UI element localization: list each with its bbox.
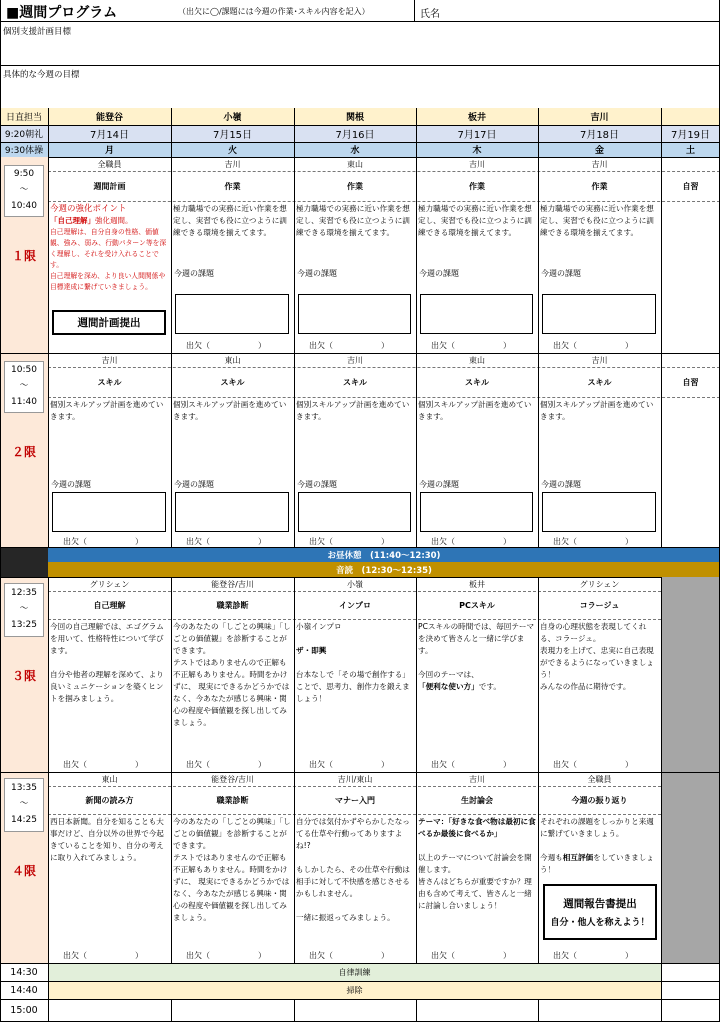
p3-staff-fri: グリシェン — [579, 579, 620, 589]
p3-staff-wed: 小嶺 — [347, 579, 363, 589]
p1-title-wed: 作業 — [347, 181, 363, 191]
p4-title-thu: 生討論会 — [461, 795, 493, 805]
footer-jiritsu-bar: 自律訓練 — [48, 964, 661, 981]
footer-time-1440: 14:40 — [10, 984, 38, 996]
p2-title-tue: スキル — [220, 377, 245, 387]
period-3-time: 12:35 ～ 13:25 ３限 — [0, 577, 48, 772]
header-note: （出欠に◯/課題には今週の作業･スキル内容を記入） — [178, 7, 370, 16]
page-title: ■週間プログラム — [6, 5, 118, 21]
footer-time-1430: 14:30 — [10, 966, 38, 978]
p3-title-thu: PCスキル — [459, 600, 495, 610]
p3-title-fri: コラージュ — [579, 600, 620, 610]
weekly-goal-field[interactable] — [3, 80, 713, 107]
p2-staff-tue: 東山 — [224, 355, 241, 365]
break-time-cell — [0, 547, 48, 577]
footer-time-1500: 15:00 — [10, 1004, 38, 1016]
p4-wed-content: 自分では気付かずやらかしたなってる仕草や行動ってありますよね!? もしかしたら、その仕草や行動は相手に対して不快感を感じさせるかもしれません。 一緒に振返ってみましょう。 — [296, 817, 410, 922]
p1-staff-thu: 吉川 — [469, 159, 485, 169]
p4-staff-mon: 東山 — [101, 774, 118, 784]
p2-fri-kadai-label: 今週の課題 — [541, 480, 581, 489]
p3-mon-content: 今回の自己理解では、エゴグラムを用いて、性格特性について学びます。 自分や他者の理解を深めて、より良いミュニケーションを築くヒントを掴みましょう。 — [50, 622, 164, 703]
name-label: 氏名 — [420, 9, 440, 20]
p2-title-wed: スキル — [343, 377, 367, 387]
p1-thu-desc: 極力職場での実務に近い作業を想定し、実習でも役に立つように訓練できる環境を揃えてます。 — [418, 204, 532, 237]
p2-fri-attendance[interactable]: 出欠（ ） — [553, 537, 633, 546]
p1-staff-mon: 全職員 — [97, 159, 122, 169]
period-1-label: １限 — [11, 249, 36, 263]
period-1-time: 9:50 ～ 10:40 １限 — [0, 157, 48, 353]
p1-title-thu: 作業 — [469, 181, 485, 191]
footer-souji-bar: 掃除 — [48, 982, 661, 999]
p3-staff-mon: グリシェン — [89, 579, 130, 589]
p2-wed-kadai-label: 今週の課題 — [297, 480, 337, 489]
p1-title-mon: 週間計画 — [93, 181, 126, 191]
lunch-break-bar: お昼休憩 (11:40～12:30) — [48, 547, 720, 562]
p2-thu-desc: 個別スキルアップ計画を進めていきます。 — [418, 400, 532, 421]
p4-tue-content: 今のあなたの「しごとの興味」「しごとの価値観」を診断することができます。 テストではありませんので正解も不正解もありません。時間をかけずに、 現実にできるかどうかではなく、今あなたが感じる興味・関心の程度や価値観を探し出してみましょう。 — [173, 817, 291, 922]
p2-title-thu: スキル — [465, 377, 489, 387]
p1-staff-tue: 吉川 — [224, 159, 241, 169]
p2-wed-kadai-field[interactable] — [298, 492, 411, 532]
p4-title-tue: 職業診断 — [216, 795, 249, 805]
p3-tue-attendance[interactable]: 出欠（ ） — [186, 760, 266, 769]
p2-staff-fri: 吉川 — [591, 355, 608, 365]
p4-mon-attendance[interactable]: 出欠（ ） — [63, 951, 143, 960]
p1-tue-desc: 極力職場での実務に近い作業を想定し、実習でも役に立つように訓練できる環境を揃えてます。 — [173, 204, 287, 237]
p4-staff-fri: 全職員 — [587, 774, 612, 784]
p4-staff-thu: 吉川 — [469, 774, 485, 784]
p2-thu-kadai-field[interactable] — [420, 492, 533, 532]
p4-staff-wed: 吉川/東山 — [337, 774, 373, 784]
weekly-plan-submit-button[interactable]: 週間計画提出 — [52, 310, 166, 335]
chorei-label: 9:20朝礼 — [4, 130, 44, 140]
p1-title-fri: 作業 — [591, 181, 608, 191]
dow-tue: 火 — [227, 146, 237, 156]
p3-thu-attendance[interactable]: 出欠（ ） — [431, 760, 511, 769]
dow-wed: 水 — [350, 146, 360, 156]
p2-staff-wed: 吉川 — [347, 355, 363, 365]
p3-title-mon: 自己理解 — [93, 600, 126, 610]
p1-fri-desc: 極力職場での実務に近い作業を想定し、実習でも役に立つように訓練できる環境を揃えてます。 — [540, 204, 654, 237]
p4-title-fri: 今週の振り返り — [571, 795, 628, 805]
p2-title-fri: スキル — [587, 377, 612, 387]
p2-staff-thu: 東山 — [469, 355, 485, 365]
p1-title-tue: 作業 — [224, 181, 241, 191]
p1-tue-attendance[interactable]: 出欠（ ） — [186, 341, 266, 350]
period-2-label: ２限 — [11, 445, 36, 459]
p2-title-sat: 自習 — [682, 377, 699, 387]
nichoku-wed: 関根 — [345, 113, 364, 123]
p1-title-sat: 自習 — [682, 181, 699, 191]
p2-title-mon: スキル — [97, 377, 122, 387]
p1-wed-kadai-field[interactable] — [298, 294, 411, 334]
dow-mon: 月 — [104, 146, 114, 156]
p3-wed-attendance[interactable]: 出欠（ ） — [309, 760, 389, 769]
dow-thu: 木 — [472, 146, 482, 156]
p3-title-wed: インプロ — [339, 600, 371, 610]
p1-wed-kadai-label: 今週の課題 — [297, 269, 337, 278]
p1-thu-attendance[interactable]: 出欠（ ） — [431, 341, 511, 350]
p2-mon-kadai-label: 今週の課題 — [51, 480, 91, 489]
period-4-label: ４限 — [11, 864, 36, 878]
p2-mon-attendance[interactable]: 出欠（ ） — [63, 537, 143, 546]
p4-title-mon: 新聞の読み方 — [85, 795, 134, 805]
p1-wed-attendance[interactable]: 出欠（ ） — [309, 341, 389, 350]
p2-fri-kadai-field[interactable] — [542, 492, 656, 532]
date-sat: 7月19日 — [670, 130, 711, 141]
date-mon: 7月14日 — [89, 130, 130, 141]
p4-thu-content: テーマ：「好きな食べ物は最初に食べるか最後に食べるか」 以上のテーマについて討論会を開催します。 皆さんはどちらが重要ですか？理由も含めて考えて、皆さんと一緒に討論し合いましょう！ — [418, 817, 536, 910]
period-2-time: 10:50 ～ 11:40 ２限 — [0, 353, 48, 547]
weekly-goal-label: 具体的な今週の目標 — [3, 70, 80, 80]
p1-staff-wed: 東山 — [347, 159, 363, 169]
p1-tue-kadai-label: 今週の課題 — [174, 269, 214, 278]
period-3-label: ３限 — [11, 669, 36, 683]
p1-wed-desc: 極力職場での実務に近い作業を想定し、実習でも役に立つように訓練できる環境を揃えてます。 — [296, 204, 410, 237]
dow-sat: 土 — [685, 146, 695, 156]
p4-fri-attendance[interactable]: 出欠（ ） — [553, 951, 633, 960]
p2-mon-desc: 個別スキルアップ計画を進めていきます。 — [50, 400, 164, 421]
date-thu: 7月17日 — [457, 130, 497, 141]
p1-fri-kadai-field[interactable] — [542, 294, 656, 334]
p4-tue-attendance[interactable]: 出欠（ ） — [186, 951, 266, 960]
p3-staff-tue: 能登谷/吉川 — [211, 579, 254, 589]
p4-mon-content: 西日本新聞。自分を知ることも大事だけど、自分以外の世界で今起きていることを知り、自分の考えに取り入れてみましょう。 — [50, 817, 164, 862]
p1-thu-kadai-field[interactable] — [420, 294, 533, 334]
p2-tue-kadai-field[interactable] — [175, 492, 289, 532]
p2-fri-desc: 個別スキルアップ計画を進めていきます。 — [540, 400, 654, 421]
date-fri: 7月18日 — [579, 130, 620, 141]
p2-thu-attendance[interactable]: 出欠（ ） — [431, 537, 511, 546]
p2-wed-desc: 個別スキルアップ計画を進めていきます。 — [296, 400, 410, 421]
p3-fri-attendance[interactable]: 出欠（ ） — [553, 760, 633, 769]
p1-tue-kadai-field[interactable] — [175, 294, 289, 334]
p2-tue-desc: 個別スキルアップ計画を進めていきます。 — [173, 400, 287, 421]
p4-fri-content: それぞれの課題をしっかりと来週に繋げていきましょう。 今週も相互評価をしていきましょう！ — [540, 817, 654, 874]
p1-staff-fri: 吉川 — [591, 159, 608, 169]
nichoku-mon: 能登谷 — [95, 113, 123, 123]
date-wed: 7月16日 — [335, 130, 375, 141]
p1-mon-content: 今週の強化ポイント 「自己理解」強化週間。 自己理解は、自分自身の性格、価値観、強み、弱み、行動パターン等を深く理解し、それを受け入れることです。 自己理解を深め、より良い人間関係や目標達成に繋げていきましょう。 — [50, 204, 167, 291]
name-field[interactable] — [460, 4, 715, 20]
p4-thu-attendance[interactable]: 出欠（ ） — [431, 951, 511, 960]
p4-title-wed: マナー入門 — [335, 795, 375, 805]
nichoku-fri: 吉川 — [590, 113, 609, 123]
p2-wed-attendance[interactable]: 出欠（ ） — [309, 537, 389, 546]
p3-thu-content: PCスキルの時間では、毎回テーマを決めて皆さんと一緒に学びます。 今回のテーマは、 「便利な使い方」です。 — [418, 622, 535, 691]
ondoku-bar: 音読 (12:30～12:35) — [48, 562, 720, 577]
period-4-time: 13:35 ～ 14:25 ４限 — [0, 772, 48, 963]
nichoku-label: 日直担当 — [5, 113, 42, 123]
individual-goal-field[interactable] — [3, 37, 713, 64]
p1-fri-kadai-label: 今週の課題 — [541, 269, 581, 278]
date-tue: 7月15日 — [212, 130, 253, 141]
p2-thu-kadai-label: 今週の課題 — [419, 480, 459, 489]
p4-wed-attendance[interactable]: 出欠（ ） — [309, 951, 389, 960]
dow-fri: 金 — [594, 146, 604, 156]
p2-tue-kadai-label: 今週の課題 — [174, 480, 214, 489]
p1-thu-kadai-label: 今週の課題 — [419, 269, 459, 278]
p2-mon-kadai-field[interactable] — [52, 492, 166, 532]
p2-tue-attendance[interactable]: 出欠（ ） — [186, 537, 266, 546]
p3-fri-content: 自身の心理状態を表現してくれる、コラージュ。 表現力を上げて、忠実に自己表現ができるようになっていきましょう！ みんなの作品に期待です。 — [540, 622, 654, 691]
weekly-report-submit-button[interactable]: 週間報告書提出 自分・他人を称えよう！ — [543, 884, 657, 940]
p1-fri-attendance[interactable]: 出欠（ ） — [553, 341, 633, 350]
individual-goal-label: 個別支援計画目標 — [3, 27, 72, 37]
p3-tue-content: 今のあなたの「しごとの興味」「しごとの価値観」を診断することができます。 テストではありませんので正解も不正解もありません。時間をかけずに、 現実にできるかどうかではなく、今あなたが感じる興味・関心の程度や価値観を探し出してみましょう。 — [173, 622, 291, 727]
nichoku-tue: 小嶺 — [223, 113, 242, 123]
p4-staff-tue: 能登谷/吉川 — [211, 774, 254, 784]
taiso-label: 9:30体操 — [4, 146, 44, 156]
p3-mon-attendance[interactable]: 出欠（ ） — [63, 760, 143, 769]
p3-wed-content: 小嶺インプロ ザ・即興 台本なしで「その場で創作する」ことで、思考力、創作力を鍛えましょう！ — [296, 622, 410, 703]
p3-staff-thu: 板井 — [469, 579, 485, 589]
p3-title-tue: 職業診断 — [216, 600, 249, 610]
p2-staff-mon: 吉川 — [101, 355, 118, 365]
saturday-pm-blocked — [661, 577, 720, 963]
nichoku-thu: 板井 — [467, 113, 486, 123]
